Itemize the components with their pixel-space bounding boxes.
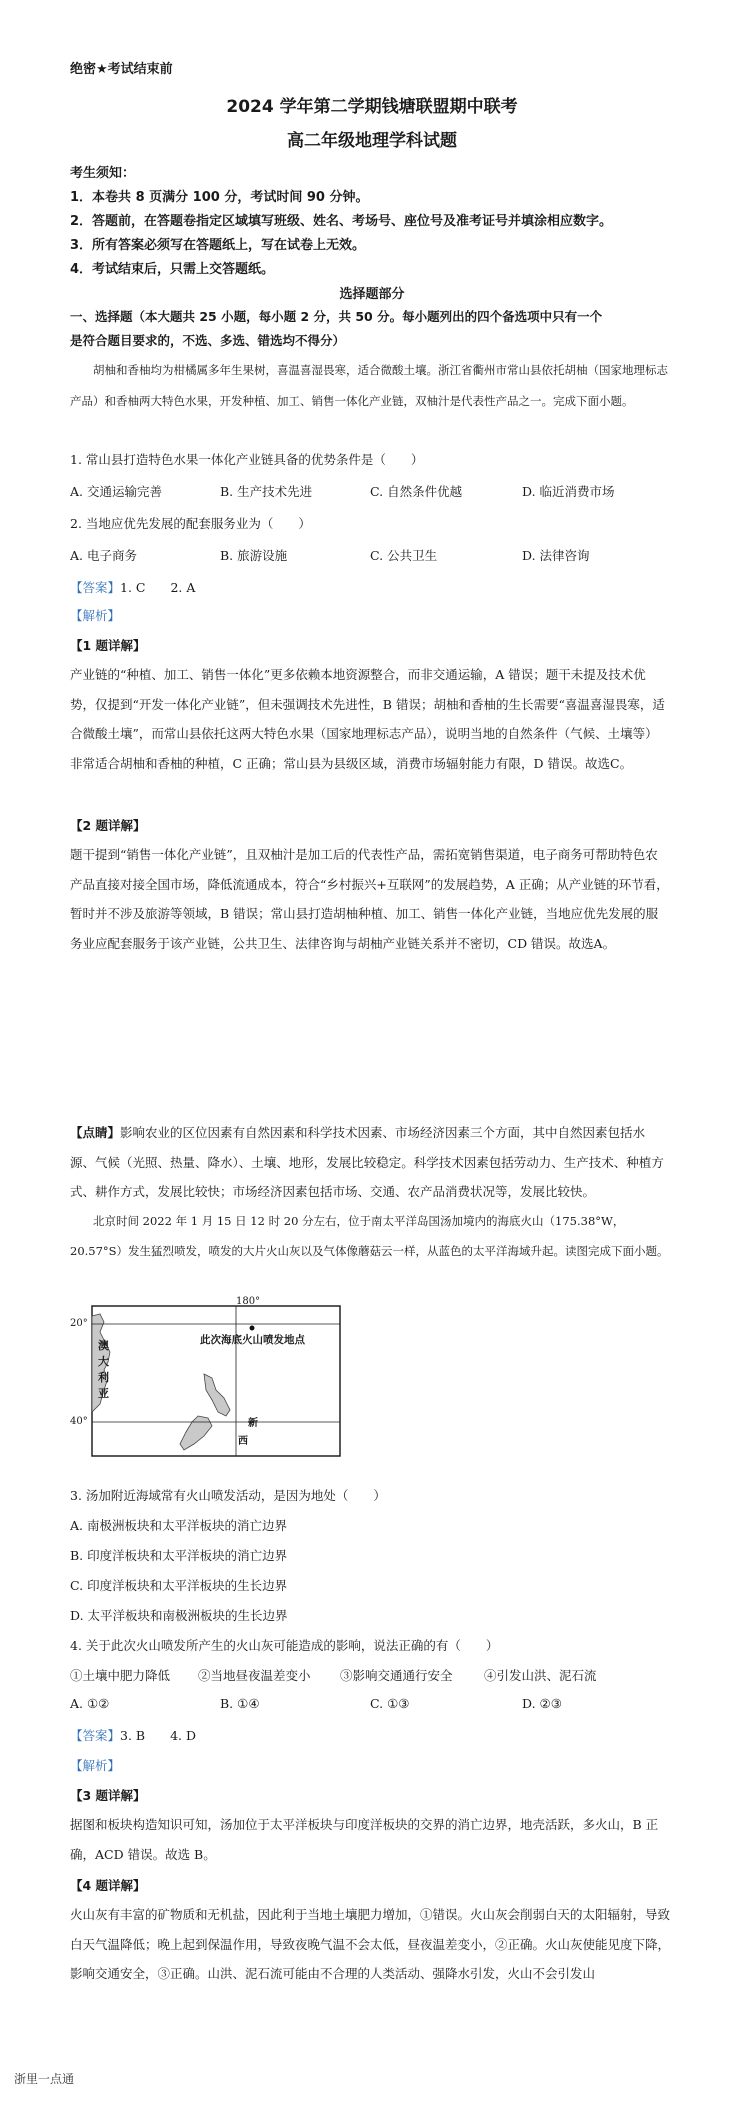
q4-statement-3: ③影响交通通行安全 bbox=[340, 1668, 453, 1683]
answer-text: 3. B 4. D bbox=[120, 1728, 197, 1743]
secret-label: 绝密★考试结束前 bbox=[70, 62, 173, 77]
map-lat-40-label: 40° bbox=[70, 1416, 88, 1427]
tonga-volcano-map bbox=[86, 1304, 344, 1458]
q4-option-a: A. ①② bbox=[70, 1696, 110, 1711]
detail-4-tag: 【4 题详解】 bbox=[70, 1878, 146, 1893]
passage-1: 胡柚和香柚均为柑橘属多年生果树，喜温喜湿畏寒，适合微酸土壤。浙江省衢州市常山县依托胡柚（国家地理标志产品）和香柚两大特色水果，开发种植、加工、销售一体化产业链，双柚汁是代表性产品之一。完成下面小题。 bbox=[70, 363, 668, 408]
answer-tag: 【答案】 bbox=[70, 580, 121, 595]
map-australia-label: 澳 大 利 亚 bbox=[98, 1339, 109, 1400]
exam-subtitle: 高二年级地理学科试题 bbox=[287, 131, 457, 151]
q2-option-c: C. 公共卫生 bbox=[370, 548, 438, 563]
answer-tag: 【答案】 bbox=[70, 1728, 121, 1743]
map-site-label: 此次海底火山喷发地点 bbox=[200, 1334, 305, 1346]
q1-option-b: B. 生产技术先进 bbox=[220, 484, 313, 499]
volcano-site-marker bbox=[250, 1326, 255, 1331]
question-4-stem: 4. 关于此次火山喷发所产生的火山灰可能造成的影响，说法正确的有（ ） bbox=[70, 1638, 499, 1653]
q3-option-d: D. 太平洋板块和南极洲板块的生长边界 bbox=[70, 1608, 288, 1623]
map-nz-label-2: 西 bbox=[238, 1436, 248, 1447]
detail-3-text: 据图和板块构造知识可知，汤加位于太平洋板块与印度洋板块的交界的消亡边界，地壳活跃，多火山，B 正确，ACD 错误。故选 B。 bbox=[70, 1817, 659, 1862]
analysis-tag: 【解析】 bbox=[70, 608, 121, 623]
q1-option-a: A. 交通运输完善 bbox=[70, 484, 162, 499]
q2-option-b: B. 旅游设施 bbox=[220, 548, 288, 563]
section-intro: 一、选择题（本大题共 25 小题，每小题 2 分，共 50 分。每小题列出的四个备选项中只有一个 bbox=[70, 309, 603, 324]
q4-option-d: D. ②③ bbox=[522, 1696, 562, 1711]
notice-item: 1．本卷共 8 页满分 100 分，考试时间 90 分钟。 bbox=[70, 190, 369, 205]
notice-item: 3．所有答案必须写在答题纸上，写在试卷上无效。 bbox=[70, 238, 366, 253]
question-3-stem: 3. 汤加附近海域常有火山喷发活动，是因为地处（ ） bbox=[70, 1488, 386, 1503]
section-title: 选择题部分 bbox=[339, 287, 405, 302]
map-lat-20-label: 20° bbox=[70, 1318, 88, 1329]
notice-item: 4．考试结束后，只需上交答题纸。 bbox=[70, 262, 275, 277]
exam-title: 2024 学年第二学期钱塘联盟期中联考 bbox=[226, 97, 518, 117]
answer-text: 1. C 2. A bbox=[120, 580, 196, 595]
map-lon-label: 180° bbox=[236, 1296, 261, 1307]
q4-option-b: B. ①④ bbox=[220, 1696, 260, 1711]
q3-option-c: C. 印度洋板块和太平洋板块的生长边界 bbox=[70, 1578, 288, 1593]
map-frame bbox=[92, 1306, 340, 1456]
q4-statement-2: ②当地昼夜温差变小 bbox=[198, 1668, 311, 1683]
q2-option-a: A. 电子商务 bbox=[70, 548, 137, 563]
detail-4-text: 火山灰有丰富的矿物质和无机盐，因此利于当地土壤肥力增加，①错误。火山灰会削弱白天的太阳辐射，导致白天气温降低；晚上起到保温作用，导致夜晚气温不会太低，昼夜温差变小，②正确。火山灰使能见度下降，影响交通安全，③正确。山洪、泥石流可能由不合理的人类活动、强降水引发，火山不会引发山 bbox=[70, 1907, 671, 1981]
q1-option-c: C. 自然条件优越 bbox=[370, 484, 463, 499]
q4-statement-4: ④引发山洪、泥石流 bbox=[484, 1668, 597, 1683]
passage-2: 北京时间 2022 年 1 月 15 日 12 时 20 分左右，位于南太平洋岛国汤加境内的海底火山（175.38°W，20.57°S）发生猛烈喷发，喷发的大片火山灰以及气体像蘑菇云一样，从蓝色的太平洋海域升起。读图完成下面小题。 bbox=[70, 1214, 669, 1258]
dianjing-tag: 【点睛】 bbox=[70, 1125, 121, 1140]
q3-option-b: B. 印度洋板块和太平洋板块的消亡边界 bbox=[70, 1548, 288, 1563]
q3-option-a: A. 南极洲板块和太平洋板块的消亡边界 bbox=[70, 1518, 287, 1533]
question-1-stem: 1. 常山县打造特色水果一体化产业链具备的优势条件是（ ） bbox=[70, 452, 424, 467]
q2-option-d: D. 法律咨询 bbox=[522, 548, 590, 563]
section-intro: 是符合题目要求的，不选、多选、错选均不得分） bbox=[70, 333, 346, 348]
detail-3-tag: 【3 题详解】 bbox=[70, 1788, 146, 1803]
question-2-stem: 2. 当地应优先发展的配套服务业为（ ） bbox=[70, 516, 311, 531]
map-nz-label-1: 新 bbox=[248, 1418, 258, 1429]
detail-2-tag: 【2 题详解】 bbox=[70, 818, 146, 833]
notice-item: 2．答题前，在答题卷指定区域填写班级、姓名、考场号、座位号及准考证号并填涂相应数字。 bbox=[70, 214, 613, 229]
q1-option-d: D. 临近消费市场 bbox=[522, 484, 615, 499]
analysis-tag: 【解析】 bbox=[70, 1758, 121, 1773]
dianjing-block bbox=[70, 1118, 670, 1207]
detail-1-text: 产业链的“种植、加工、销售一体化”更多依赖本地资源整合，而非交通运输，A 错误；题干未提及技术优势，仅提到“开发一体化产业链”，但未强调技术先进性，B 错误；胡柚和香柚的生长需要“喜温喜湿畏寒，适合微酸土壤”，而常山县依托这两大特色水果（国家地理标志产品），说明当地的自然条件（气候、土壤等）非常适合胡柚和香柚的种植，C 正确；常山县为县级区域，消费市场辐射能力有限，D 错误。故选C。 bbox=[70, 667, 665, 771]
dianjing-text: 影响农业的区位因素有自然因素和科学技术因素、市场经济因素三个方面，其中自然因素包括水源、气候（光照、热量、降水）、土壤、地形，发展比较稳定。科学技术因素包括劳动力、生产技术、种植方式、耕作方式，发展比较快；市场经济因素包括市场、交通、农产品消费状况等，发展比较快。 bbox=[70, 1125, 664, 1199]
answer-1-2 bbox=[70, 578, 195, 596]
q4-statement-1: ①土壤中肥力降低 bbox=[70, 1668, 171, 1683]
detail-1-tag: 【1 题详解】 bbox=[70, 638, 146, 653]
notice-heading: 考生须知： bbox=[70, 166, 136, 181]
q4-option-c: C. ①③ bbox=[370, 1696, 410, 1711]
answer-3-4 bbox=[70, 1726, 196, 1744]
detail-2-text: 题干提到“销售一体化产业链”，且双柚汁是加工后的代表性产品，需拓宽销售渠道，电子商务可帮助特色农产品直接对接全国市场，降低流通成本，符合“乡村振兴+互联网”的发展趋势，A 正确；从产业链的环节看，暂时并不涉及旅游等领域，B 错误；常山县打造胡柚种植、加工、销售一体化产业链，当地应优先发展的服务业应配套服务于该产业链，公共卫生、法律咨询与胡柚产业链关系并不密切，CD 错误。故选A。 bbox=[70, 847, 669, 951]
footer-watermark: 浙里一点通 bbox=[14, 2072, 75, 2086]
